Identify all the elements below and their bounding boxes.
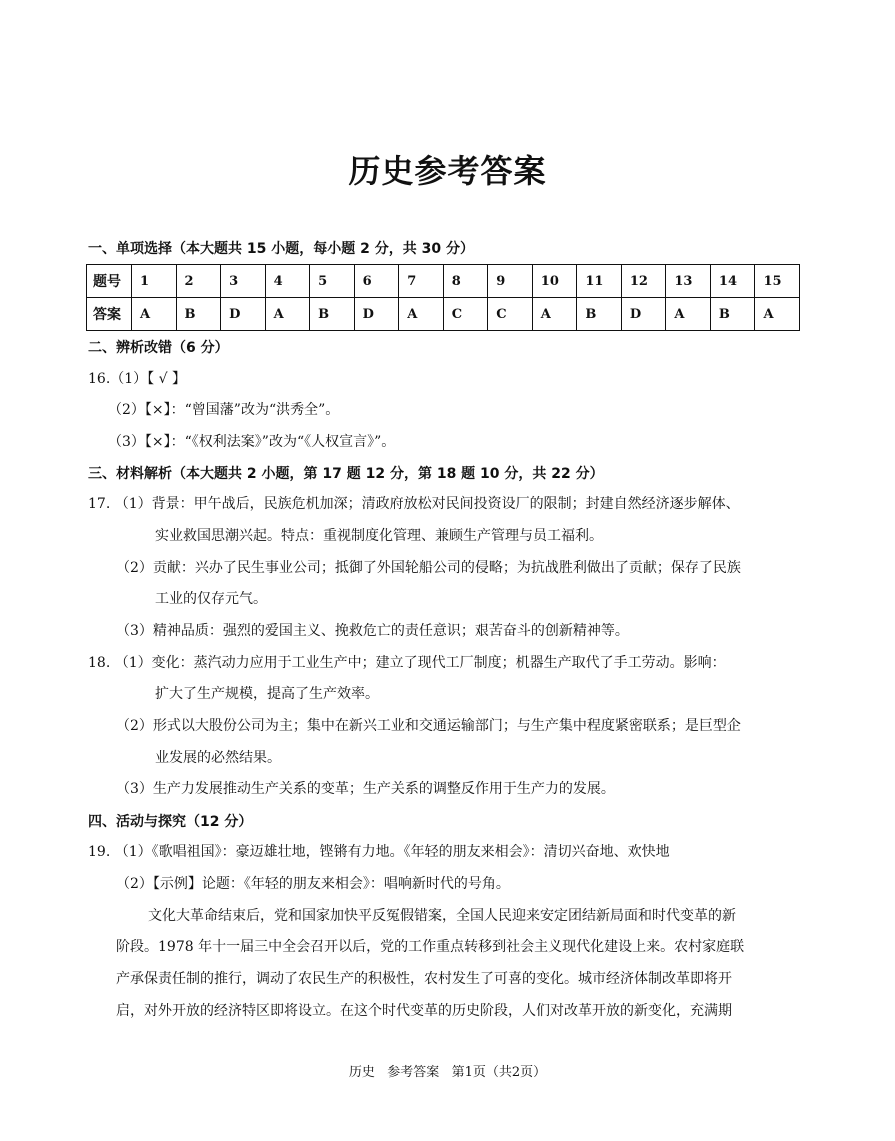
table-cell: D	[221, 298, 266, 331]
table-cell: 2	[176, 265, 221, 298]
table-cell: 1	[132, 265, 177, 298]
table-cell: A	[132, 298, 177, 331]
table-cell: C	[443, 298, 488, 331]
table-cell: 14	[710, 265, 755, 298]
q19-paragraph-line-1: 文化大革命结束后，党和国家加快平反冤假错案，全国人民迎来安定团结新局面和时代变革的新	[148, 908, 736, 924]
table-cell: A	[666, 298, 711, 331]
table-cell: 4	[265, 265, 310, 298]
table-cell: 8	[443, 265, 488, 298]
table-cell: B	[176, 298, 221, 331]
table-cell: 11	[577, 265, 622, 298]
table-cell: B	[577, 298, 622, 331]
table-cell: 13	[666, 265, 711, 298]
q18-line-2: 扩大了生产规模，提高了生产效率。	[155, 686, 379, 702]
answer-table	[86, 264, 800, 331]
table-cell: A	[532, 298, 577, 331]
section-heading-1: 一、单项选择（本大题共 15 小题，每小题 2 分，共 30 分）	[88, 241, 474, 257]
q16-line-1: 16.（1）【 √ 】	[88, 371, 186, 387]
table-row-answers	[87, 298, 800, 331]
q18-line-4: 业发展的必然结果。	[155, 750, 281, 766]
q18-line-5: （3）生产力发展推动生产关系的变革；生产关系的调整反作用于生产力的发展。	[116, 781, 615, 797]
table-cell: A	[265, 298, 310, 331]
section-heading-3: 三、材料解析（本大题共 2 小题，第 17 题 12 分，第 18 题 10 分，共 22 分）	[88, 466, 604, 482]
table-cell: D	[354, 298, 399, 331]
table-cell: A	[755, 298, 800, 331]
page-title: 历史参考答案	[348, 152, 547, 190]
table-cell: 6	[354, 265, 399, 298]
q17-line-2: 实业救国思潮兴起。特点：重视制度化管理、兼顾生产管理与员工福利。	[155, 528, 603, 544]
table-cell: D	[621, 298, 666, 331]
table-cell: 15	[755, 265, 800, 298]
q16-line-2: （2）【×】：“曾国藩”改为“洪秀全”。	[108, 402, 340, 418]
table-cell: C	[488, 298, 533, 331]
q17-line-3: （2）贡献：兴办了民生事业公司；抵御了外国轮船公司的侵略；为抗战胜利做出了贡献；保存了民族	[116, 560, 741, 576]
table-row-numbers	[87, 265, 800, 298]
q18-line-3: （2）形式以大股份公司为主；集中在新兴工业和交通运输部门；与生产集中程度紧密联系；是巨型企	[116, 718, 741, 734]
row-header-number: 题号	[87, 265, 132, 298]
q16-line-3: （3）【×】：“《权利法案》”改为“《人权宣言》”。	[108, 434, 396, 450]
q17-line-1: 17. （1）背景：甲午战后，民族危机加深；清政府放松对民间投资设厂的限制；封建自然经济逐步解体、	[88, 496, 740, 512]
section-heading-2: 二、辨析改错（6 分）	[88, 340, 229, 356]
q19-line-1: 19. （1）《歌唱祖国》：豪迈雄壮地，铿锵有力地。《年轻的朋友来相会》：清切兴奋地、欢快地	[88, 844, 670, 860]
q18-line-1: 18. （1）变化：蒸汽动力应用于工业生产中；建立了现代工厂制度；机器生产取代了手工劳动。影响：	[88, 655, 726, 671]
q17-line-4: 工业的仅存元气。	[155, 591, 267, 607]
q17-line-5: （3）精神品质：强烈的爱国主义、挽救危亡的责任意识；艰苦奋斗的创新精神等。	[116, 623, 629, 639]
page-footer: 历史 参考答案 第1页（共2页）	[348, 1065, 547, 1080]
table-cell: 7	[399, 265, 444, 298]
table-cell: 9	[488, 265, 533, 298]
q19-paragraph-line-2: 阶段。1978 年十一届三中全会召开以后，党的工作重点转移到社会主义现代化建设上来。农村家庭联	[116, 939, 745, 955]
section-heading-4: 四、活动与探究（12 分）	[88, 814, 253, 830]
table-cell: 5	[310, 265, 355, 298]
table-cell: B	[310, 298, 355, 331]
row-header-answer: 答案	[87, 298, 132, 331]
q19-paragraph-line-3: 产承保责任制的推行，调动了农民生产的积极性，农村发生了可喜的变化。城市经济体制改革即将开	[116, 971, 732, 987]
table-cell: B	[710, 298, 755, 331]
table-cell: A	[399, 298, 444, 331]
table-cell: 12	[621, 265, 666, 298]
q19-paragraph-line-4: 启，对外开放的经济特区即将设立。在这个时代变革的历史阶段，人们对改革开放的新变化，充满期	[116, 1003, 732, 1019]
table-cell: 3	[221, 265, 266, 298]
table-cell: 10	[532, 265, 577, 298]
q19-line-2: （2）【示例】论题：《年轻的朋友来相会》：唱响新时代的号角。	[116, 876, 510, 892]
